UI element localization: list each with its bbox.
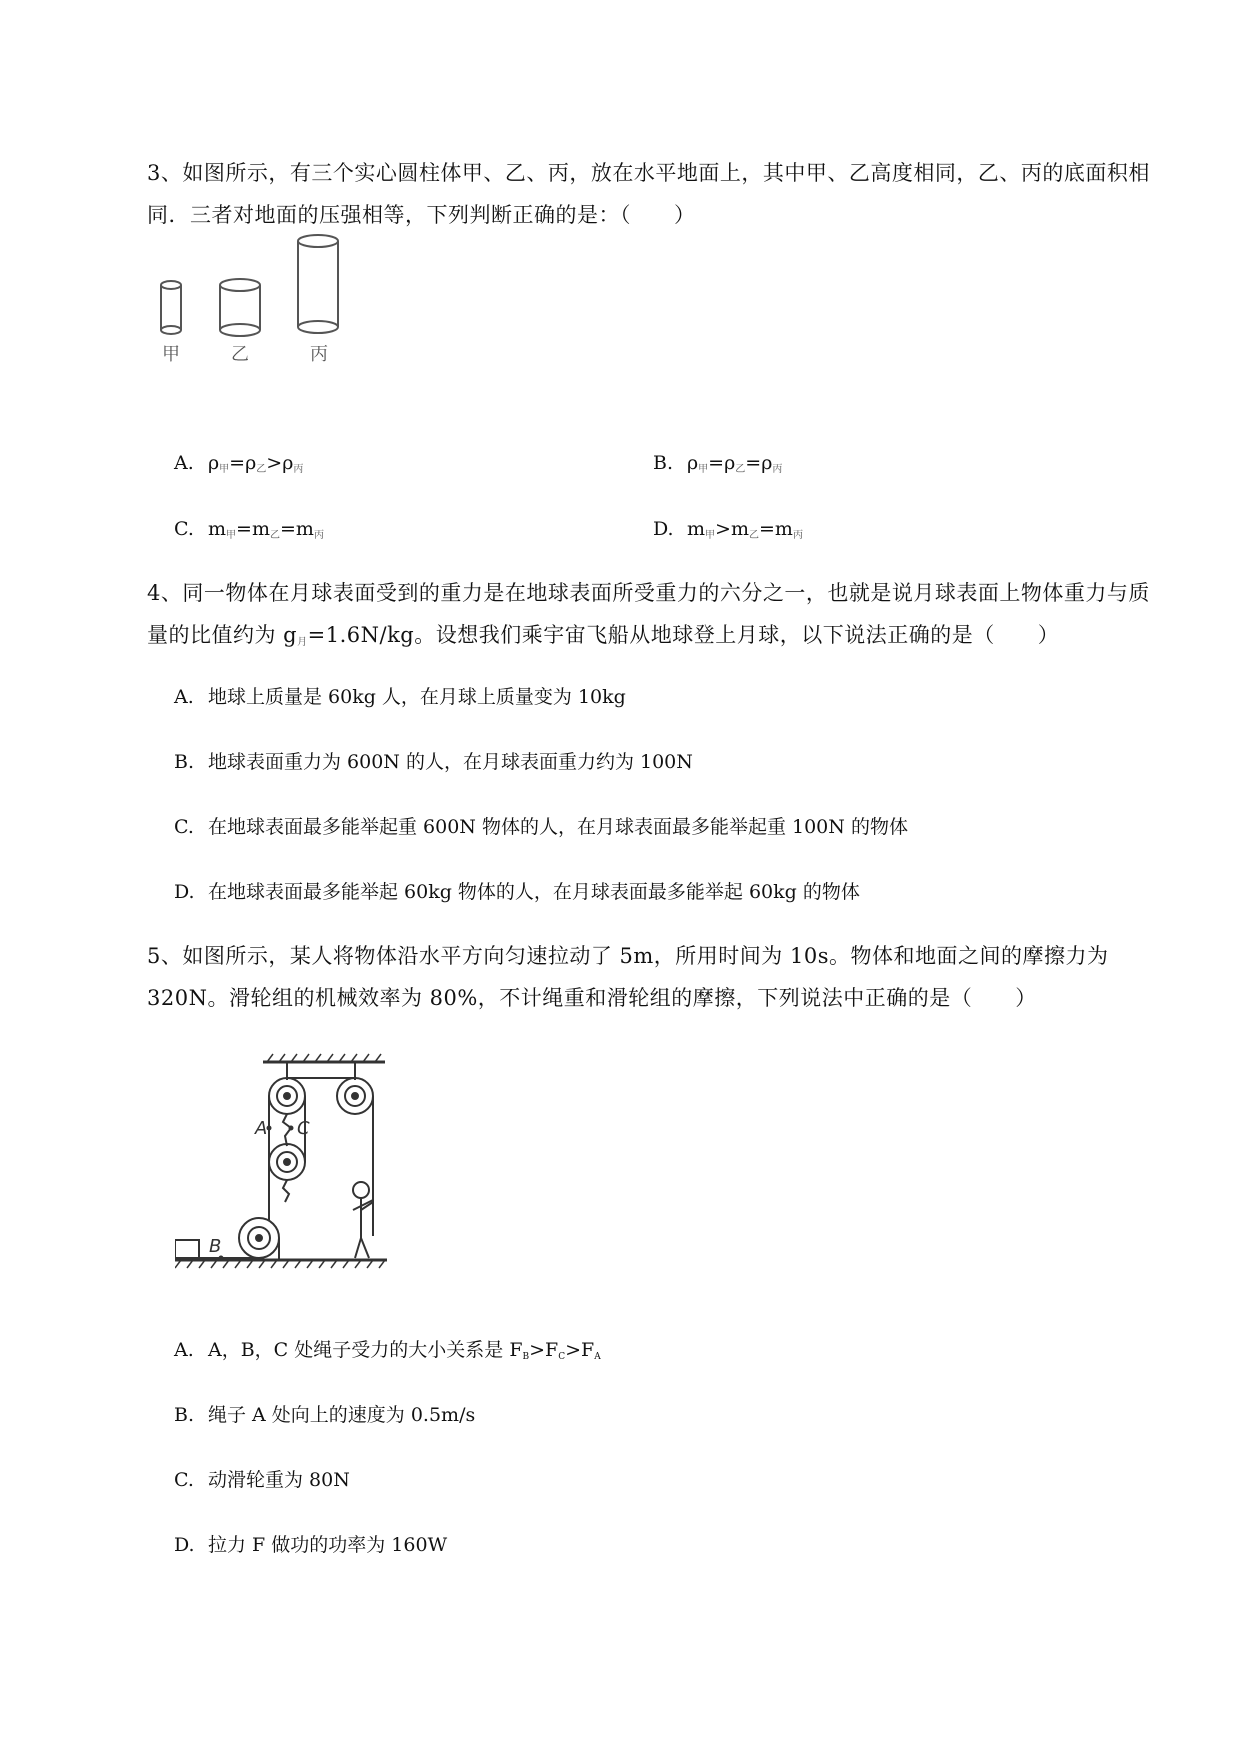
q4-stem: 4、同一物体在月球表面受到的重力是在地球表面所受重力的六分之一，也就是说月球表面上物体重力与质量的比值约为 $g_月=1.6N/kg$。设想我们乘宇宙飞船从地球登上月球，以下说法正确的是（ ） <box>147 581 1150 648</box>
q5-option-c[interactable]: C. 动滑轮重为 80N <box>174 1469 350 1491</box>
q4-option-d[interactable]: D. 在地球表面最多能举起 60kg 物体的人，在月球表面最多能举起 60kg 的物体 <box>174 881 860 903</box>
q4-option-a[interactable]: A. 地球上质量是 60kg 人，在月球上质量变为 10kg <box>174 686 626 708</box>
q3-stem: 3、如图所示，有三个实心圆柱体甲、乙、丙，放在水平地面上，其中甲、乙高度相同，乙、丙的底面积相同．三者对地面的压强相等，下列判断正确的是：（ ） <box>147 161 1150 227</box>
label-yi: 乙 <box>231 344 249 365</box>
q5-option-b[interactable]: B. 绳子 A 处向上的速度为 0.5m/s <box>174 1404 476 1426</box>
q5-option-d[interactable]: D. 拉力 F 做功的功率为 160W <box>174 1534 448 1556</box>
q4-option-c[interactable]: C. 在地球表面最多能举起重 600N 物体的人，在月球表面最多能举起重 100N 的物体 <box>174 816 908 838</box>
cylinder-yi <box>220 279 260 291</box>
label-jia: 甲 <box>162 344 180 365</box>
q5-stem: 5、如图所示，某人将物体沿水平方向匀速拉动了 5m，所用时间为 10s。物体和地面之间的摩擦力为 320N。滑轮组的机械效率为 80%，不计绳重和滑轮组的摩擦，下列说法中正确的是（ ） <box>147 944 1109 1010</box>
person-head <box>353 1182 369 1198</box>
q5-option-a[interactable]: A. A，B，C 处绳子受力的大小关系是 FB>FC>FA <box>174 1339 601 1362</box>
cylinder-jia <box>161 281 181 289</box>
q3-option-d[interactable]: D. $m_甲>m_乙=m_丙$ <box>653 518 803 541</box>
cylinders-figure <box>155 230 395 370</box>
q3-option-c[interactable]: C. $m_甲=m_乙=m_丙$ <box>174 518 324 541</box>
block <box>175 1240 199 1258</box>
cylinder-bing <box>298 235 338 247</box>
pulley-system-figure <box>175 1050 445 1290</box>
point-a-label: A <box>255 1118 268 1139</box>
q3-option-a[interactable]: A. $\rho_甲=\rho_乙>\rho_丙$ <box>174 452 304 475</box>
point-b-label: B <box>209 1236 222 1257</box>
point-c-label: C <box>297 1118 310 1139</box>
q4-option-b[interactable]: B. 地球表面重力为 600N 的人，在月球表面重力约为 100N <box>174 751 693 773</box>
q3-option-b[interactable]: B. $\rho_甲=\rho_乙=\rho_丙$ <box>653 452 783 475</box>
label-bing: 丙 <box>310 344 328 365</box>
